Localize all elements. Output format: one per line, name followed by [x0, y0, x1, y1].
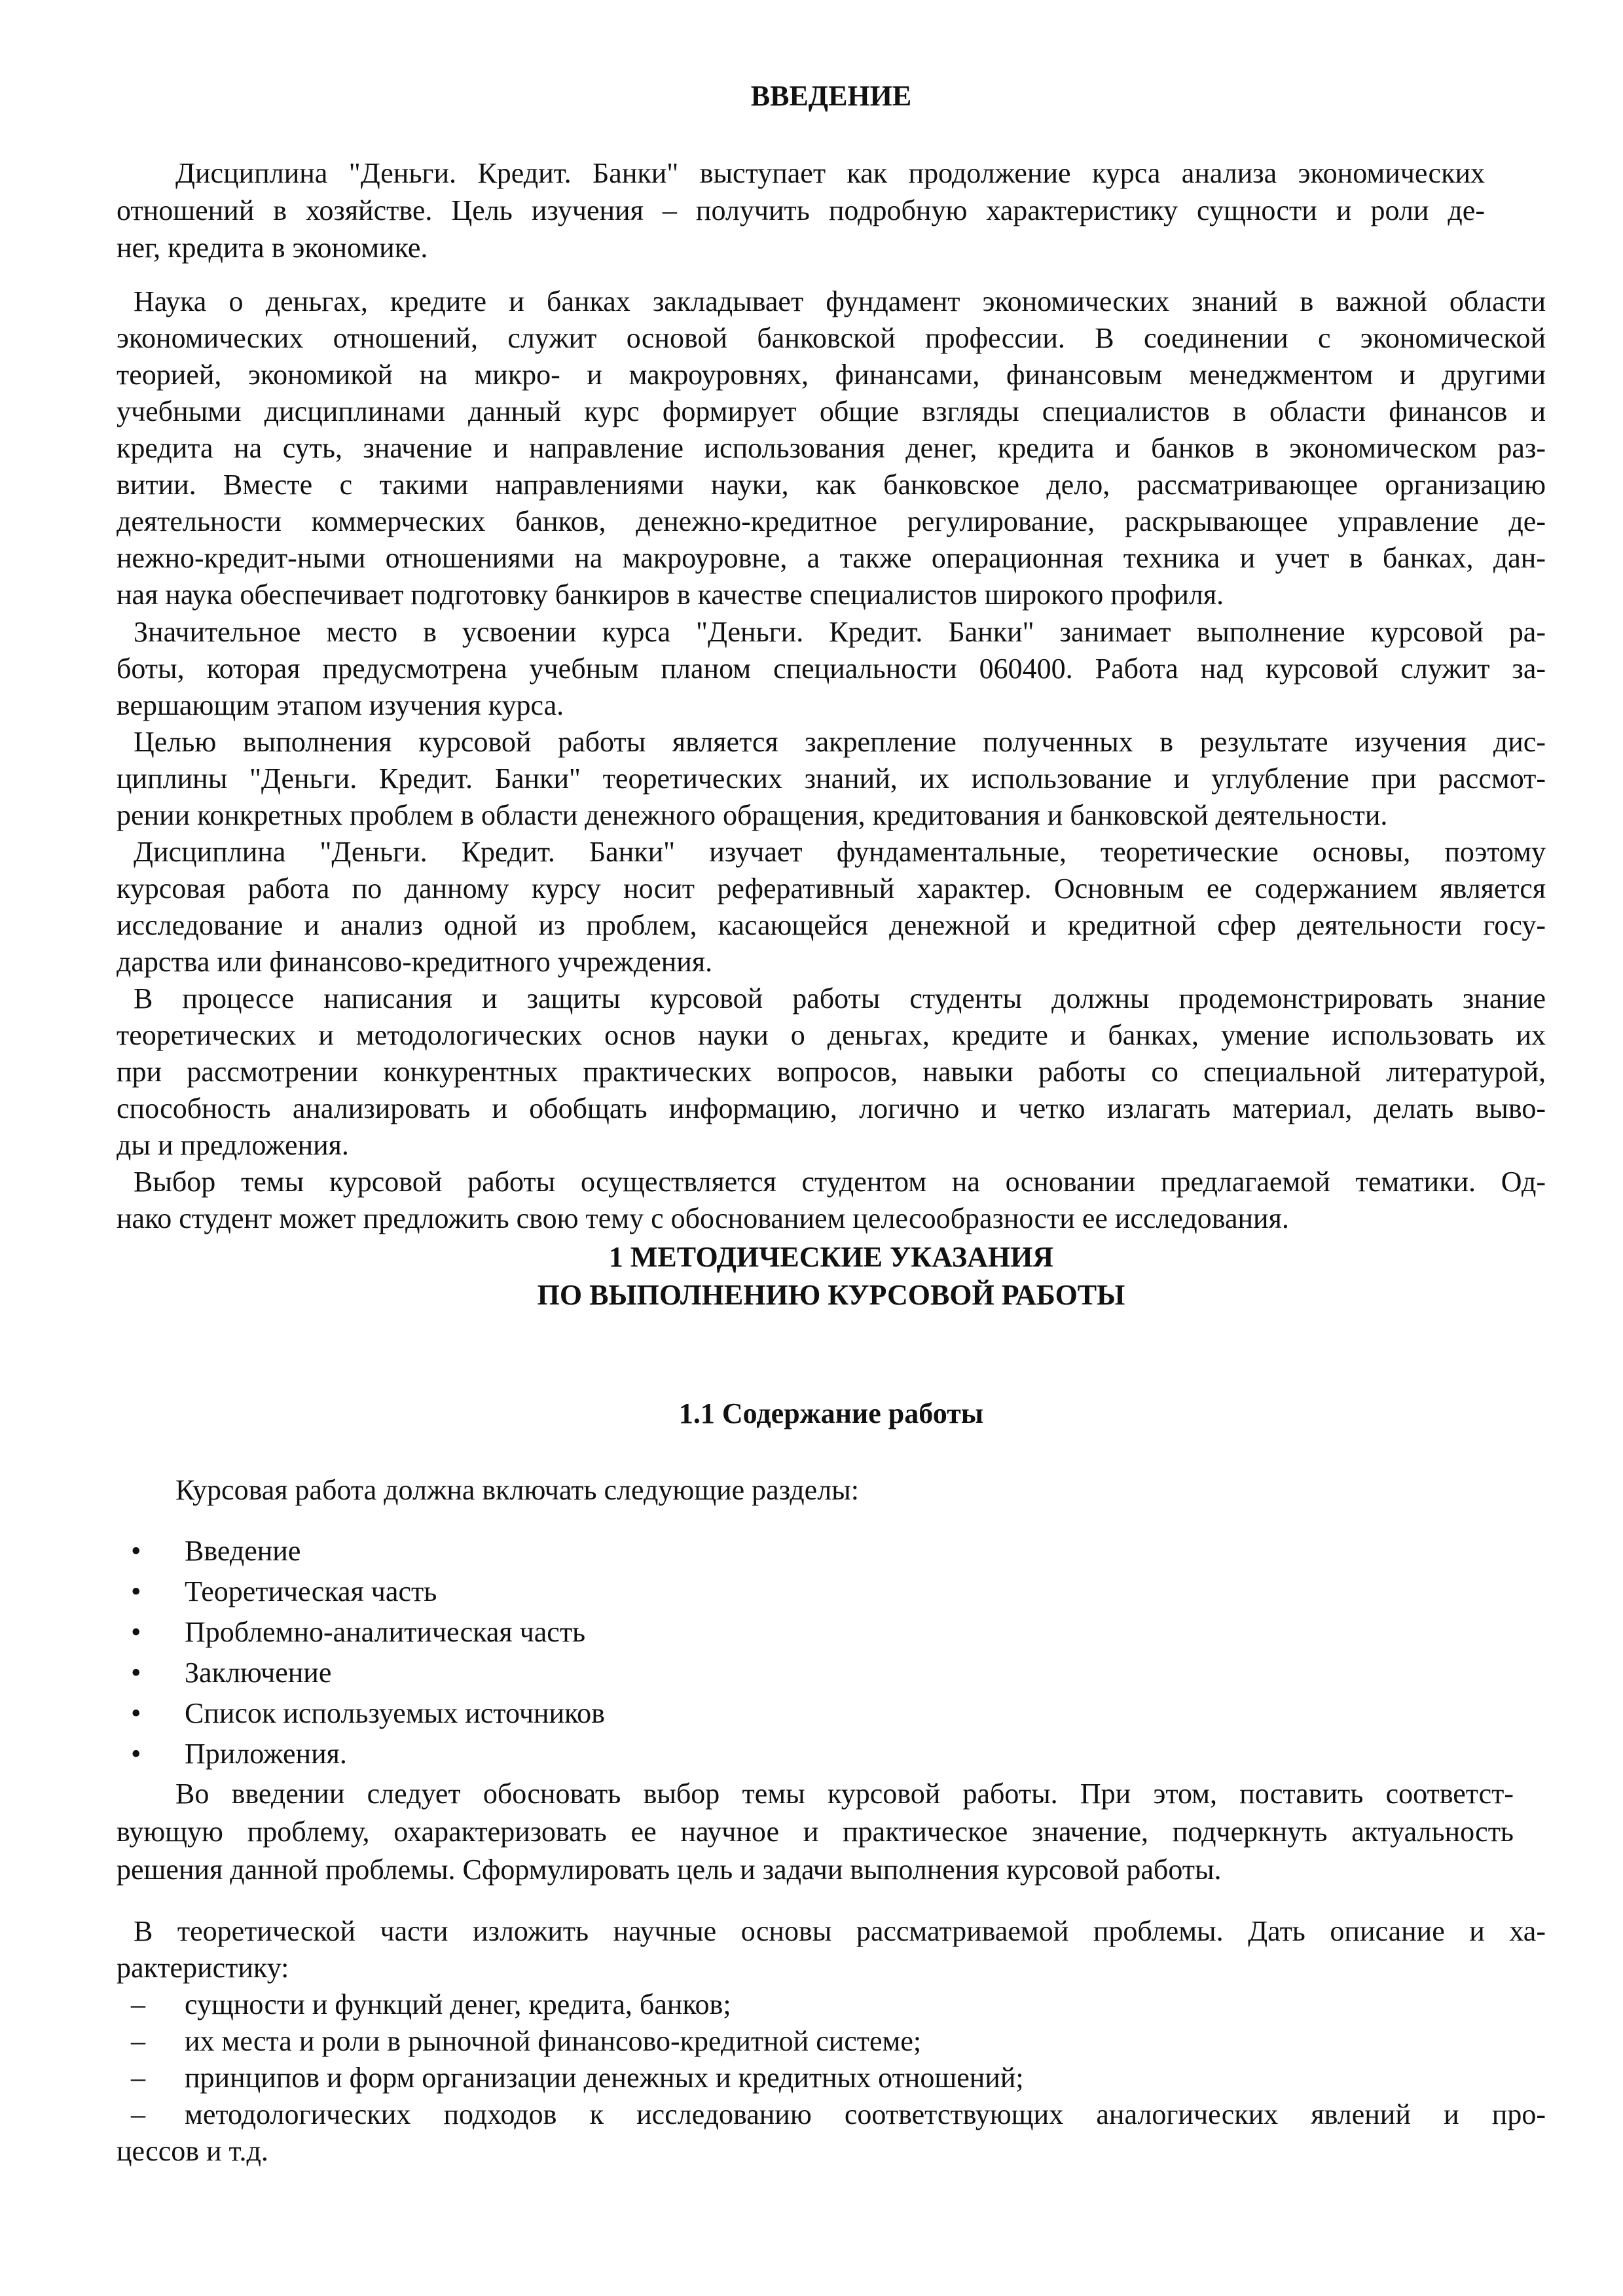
- list-item: [131, 1986, 731, 2024]
- list-item: [131, 1532, 301, 1570]
- list-item-text: принципов и форм организации денежных и кредитных отношений;: [185, 2062, 1024, 2094]
- bullet-marker: •: [131, 1697, 141, 1729]
- intro-p2-line5: кредита на суть, значение и направление использования денег, кредита и банков в экономическом раз-: [117, 432, 1546, 464]
- intro-p4-line1: Целью выполнения курсовой работы является закрепление полученных в результате изучения дис-: [134, 726, 1546, 758]
- list-item-text: Заключение: [185, 1657, 332, 1689]
- bullet-marker: •: [131, 1738, 141, 1770]
- dash-marker: –: [131, 1988, 145, 2020]
- intro-p6-line3: при рассмотрении конкурентных практических вопросов, навыки работы со специальной литературой,: [117, 1056, 1546, 1088]
- intro-p2-line4: учебными дисциплинами данный курс формирует общие взгляды специалистов в области финансов и: [117, 395, 1546, 427]
- list-item: [131, 2022, 921, 2060]
- list-item-text: Введение: [185, 1535, 301, 1567]
- list-item-text: сущности и функций денег, кредита, банков;: [185, 1988, 731, 2020]
- list-item: [131, 1613, 585, 1651]
- intro-p6-line5: ды и предложения.: [117, 1129, 349, 1161]
- intro-p6-line1: В процессе написания и защиты курсовой работы студенты должны продемонстрировать знание: [134, 982, 1546, 1014]
- intro-p4-line2: циплины "Деньги. Кредит. Банки" теоретических знаний, их использование и углубление при рассмот-: [117, 762, 1546, 795]
- section1-1-title: 1.1 Содержание работы: [678, 1397, 984, 1429]
- section1-1-intro-line1: Во введении следует обосновать выбор темы курсовой работы. При этом, поставить соответст-: [175, 1778, 1514, 1810]
- intro-p7-line1: Выбор темы курсовой работы осуществляется студентом на основании предлагаемой тематики. Од-: [134, 1166, 1546, 1198]
- intro-p5-line4: дарства или финансово-кредитного учреждения.: [117, 946, 713, 978]
- section1-1-theory-line1: В теоретической части изложить научные основы рассматриваемой проблемы. Дать описание и ха-: [134, 1915, 1546, 1947]
- list-item-text: методологических подходов к исследованию соответствующих аналогических явлений и про-: [185, 2098, 1546, 2130]
- intro-p3-line2: боты, которая предусмотрена учебным планом специальности 060400. Работа над курсовой служит за-: [117, 653, 1546, 685]
- intro-p5-line2: курсовая работа по данному курсу носит реферативный характер. Основным ее содержанием является: [117, 872, 1546, 905]
- intro-p6-line4: способность анализировать и обобщать информацию, логично и четко излагать материал, делать выво-: [117, 1092, 1546, 1124]
- list-item: [131, 1654, 331, 1692]
- intro-p3-line1: Значительное место в усвоении курса "Деньги. Кредит. Банки" занимает выполнение курсовой ра-: [134, 616, 1546, 648]
- bullet-marker: •: [131, 1657, 141, 1689]
- intro-p5-line3: исследование и анализ одной из проблем, касающейся денежной и кредитной сфер деятельности госу-: [117, 909, 1546, 941]
- list-item: [131, 1695, 605, 1732]
- list-item: [131, 2096, 1546, 2134]
- intro-p2-line2: экономических отношений, служит основой банковской профессии. В соединении с экономической: [117, 322, 1546, 354]
- section1-1-intro-line2: вующую проблему, охарактеризовать ее научное и практическое значение, подчеркнуть актуальность: [117, 1816, 1514, 1848]
- section1-title-line2: ПО ВЫПОЛНЕНИЮ КУРСОВОЙ РАБОТЫ: [537, 1279, 1125, 1311]
- list-item-text: Проблемно-аналитическая часть: [185, 1616, 586, 1648]
- list-item: [131, 2059, 1024, 2097]
- intro-p2-line8: нежно-кредит-ными отношениями на макроуровне, а также операционная техника и учет в банках, дан-: [117, 542, 1546, 574]
- intro-p3-line3: вершающим этапом изучения курса.: [117, 689, 564, 721]
- dash-marker: –: [131, 2098, 145, 2130]
- intro-p1-line2: отношений в хозяйстве. Цель изучения – получить подробную характеристику сущности и роли де-: [117, 194, 1485, 226]
- intro-p6-line2: теоретических и методологических основ науки о деньгах, кредите и банках, умение использовать их: [117, 1019, 1546, 1051]
- intro-p2-line7: деятельности коммерческих банков, денежно-кредитное регулирование, раскрывающее управление де-: [117, 505, 1546, 537]
- bullet-marker: •: [131, 1535, 141, 1567]
- dash-marker: –: [131, 2025, 145, 2057]
- intro-p1-line3: нег, кредита в экономике.: [117, 232, 428, 264]
- intro-p2-line1: Наука о деньгах, кредите и банках закладывает фундамент экономических знаний в важной области: [134, 285, 1546, 317]
- intro-p2-line6: витии. Вместе с такими направлениями науки, как банковское дело, рассматривающее организацию: [117, 469, 1546, 501]
- section1-1-tail: цессов и т.д.: [117, 2135, 268, 2167]
- bullet-marker: •: [131, 1575, 141, 1607]
- list-item: [131, 1573, 437, 1611]
- intro-p5-line1: Дисциплина "Деньги. Кредит. Банки" изучает фундаментальные, теоретические основы, поэтому: [134, 836, 1546, 868]
- list-item-text: Приложения.: [185, 1738, 347, 1770]
- section1-1-lead: Курсовая работа должна включать следующие разделы:: [175, 1474, 859, 1506]
- list-item-text: Теоретическая часть: [185, 1575, 437, 1607]
- list-item-text: Список используемых источников: [185, 1697, 605, 1729]
- bullet-marker: •: [131, 1616, 141, 1648]
- list-item: [131, 1735, 347, 1773]
- dash-marker: –: [131, 2062, 145, 2094]
- intro-p2-line9: ная наука обеспечивает подготовку банкиров в качестве специалистов широкого профиля.: [117, 579, 1224, 611]
- section1-1-intro-line3: решения данной проблемы. Сформулировать цель и задачи выполнения курсовой работы.: [117, 1854, 1222, 1886]
- section1-title-line1: 1 МЕТОДИЧЕСКИЕ УКАЗАНИЯ: [608, 1241, 1054, 1273]
- list-item-text: их места и роли в рыночной финансово-кредитной системе;: [185, 2025, 922, 2057]
- intro-p4-line3: рении конкретных проблем в области денежного обращения, кредитования и банковской деятельности.: [117, 799, 1388, 831]
- intro-title: ВВЕДЕНИЕ: [750, 80, 912, 112]
- intro-p7-line2: нако студент может предложить свою тему с обоснованием целесообразности ее исследования.: [117, 1202, 1289, 1234]
- section1-1-theory-line2: рактеристику:: [117, 1952, 289, 1984]
- intro-p2-line3: теорией, экономикой на микро- и макроуровнях, финансами, финансовым менеджментом и другими: [117, 359, 1546, 391]
- intro-p1-line1: Дисциплина "Деньги. Кредит. Банки" выступает как продолжение курса анализа экономических: [175, 157, 1485, 189]
